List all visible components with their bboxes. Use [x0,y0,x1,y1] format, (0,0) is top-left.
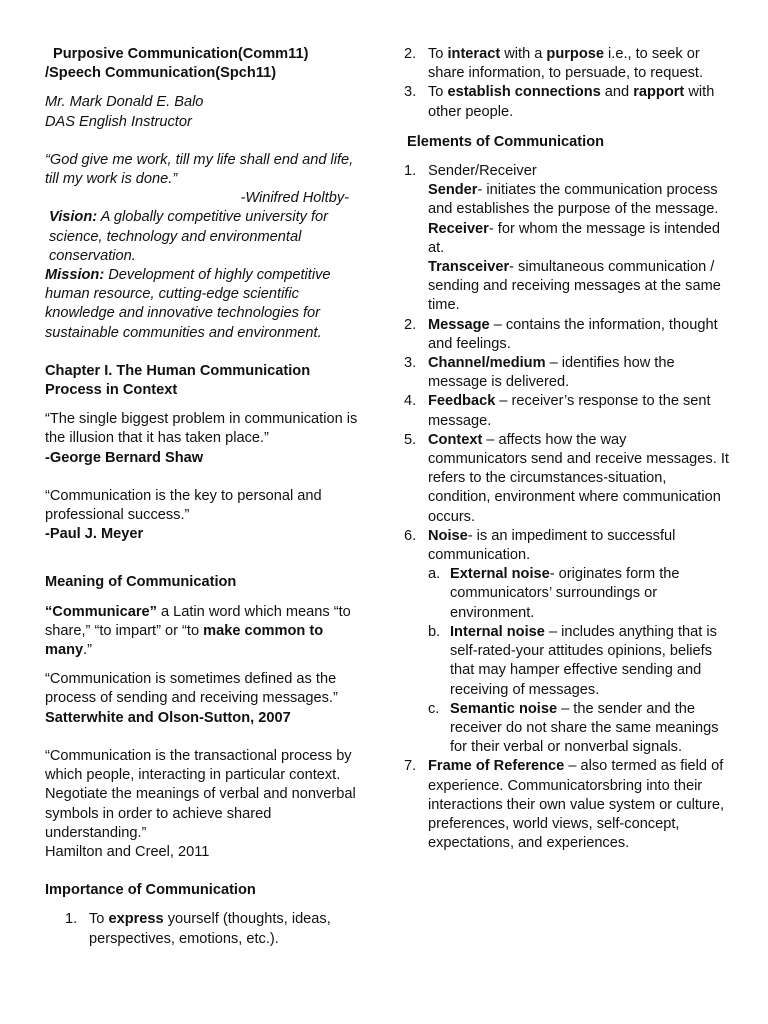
noise-type-item [428,623,729,700]
noise-text: - originates form the communicators’ surroundings or environment. [450,566,680,621]
communicare-bold: make common to many [45,622,324,659]
element-text: - is an impediment to successful communication. [428,527,676,564]
instructor-role: DAS English Instructor [45,113,192,130]
list-letter: a. [428,566,441,583]
item-bold: rapport [633,84,685,101]
noise-type-item [428,700,729,758]
transceiver-text: - simultaneous communication / sending and receiving messages at the same time. [428,259,721,314]
mission-text: Development of highly competitive human resource, cutting-edge scientific knowledge and innovative technologies for sustainable communities and environment. [45,267,331,341]
mission-statement [45,266,370,343]
element-item-frame-of-reference [384,757,729,853]
vision-label: Vision: [49,209,98,226]
list-number: 1. [65,911,78,928]
communicare-word: “Communicare” [45,603,157,620]
item-text: and [600,84,634,101]
list-number: 3. [404,355,417,372]
noise-text: – the sender and the receiver do not share the same meanings for their verbal or nonverbal signals. [450,700,719,756]
receiver-definition [428,220,729,258]
communicare-text: a Latin word which means “to share,” “to impart” or “to [45,603,351,639]
item-bold: establish connections [447,84,601,101]
item-bold: express [108,911,164,928]
element-title: Sender/Receiver [428,163,537,180]
shaw-quote: “The single biggest problem in communication is the illusion that it has taken place.” [45,411,358,447]
list-letter: b. [428,623,441,640]
right-column [404,0,729,853]
list-number: 6. [404,527,417,544]
item-text: yourself (thoughts, ideas, perspectives, emotions, etc.). [89,911,331,947]
element-item [384,316,729,354]
mission-label: Mission: [45,267,105,284]
left-column [45,0,370,949]
list-number: 2. [404,316,417,333]
noise-label: Semantic noise [450,700,558,717]
element-text: – receiver’s response to the sent message. [428,393,711,429]
element-text: – affects how the way communicators send and receive messages. It refers to the circumstances-situation, condition, environment where communication occurs. [428,431,729,525]
importance-item [384,83,729,121]
holtby-quote: “God give me work, till my life shall end and life, till my work is done.” [45,151,354,188]
noise-type-item [428,565,729,623]
shaw-author: -George Bernard Shaw [45,449,204,466]
receiver-label: Receiver [428,220,489,237]
list-number: 7. [404,758,417,775]
noise-label: Internal noise [450,623,545,640]
importance-item [384,45,729,83]
transceiver-definition [428,258,729,316]
list-number: 1. [404,163,417,180]
item-text: with a [500,46,547,62]
item-text: To [428,46,448,62]
element-item [384,354,729,392]
list-number: 3. [404,84,417,101]
element-label: Noise [428,527,468,544]
definition-1: “Communication is sometimes defined as the process of sending and receiving messages.” [45,671,338,707]
holtby-author: -Winifred Holtby- [240,190,349,207]
definition-2: “Communication is the transactional process by which people, interacting in particular context. Negotiate the meanings of verbal and nonverbal symbols in order to achieve shared understanding.” [45,747,356,841]
element-item-noise [384,527,729,757]
element-label: Context [428,431,483,448]
course-title [45,45,370,64]
communicare-definition [45,603,370,661]
noise-text: – includes anything that is self-rated-your attitudes opinions, beliefs that may hamper effective sending and receiving of messages. [450,623,717,698]
element-item [384,431,729,527]
list-number: 4. [404,393,417,410]
meyer-quote: “Communication is the key to personal and professional success.” [45,487,322,524]
element-text: – contains the information, thought and feelings. [428,316,718,352]
item-text: with other people. [428,84,715,120]
importance-heading: Importance of Communication [45,882,256,899]
course-title-line1: Purposive Communication(Comm11) [53,46,309,62]
element-text: – identifies how the message is delivered. [428,355,675,391]
elements-heading: Elements of Communication [407,133,605,150]
definition-1-source: Satterwhite and Olson-Sutton, 2007 [45,709,291,726]
item-bold: interact [447,46,501,62]
definition-2-source: Hamilton and Creel, 2011 [45,843,210,860]
list-number: 2. [404,46,417,62]
item-text: To [89,911,109,928]
noise-label: External noise [450,566,550,583]
communicare-end: .” [83,642,93,659]
importance-list [45,910,370,948]
sender-definition [428,181,729,219]
transceiver-label: Transceiver [428,259,510,276]
vision-statement [45,208,370,266]
instructor-name: Mr. Mark Donald E. Balo [45,94,204,111]
chapter-title: Chapter I. The Human Communication Process in Context [45,362,311,399]
course-title-line2: /Speech Communication(Spch11) [45,65,277,82]
element-item-sender-receiver [384,162,729,316]
element-label: Feedback [428,393,496,410]
meyer-author: -Paul J. Meyer [45,526,144,543]
element-label: Frame of Reference [428,758,565,775]
item-text: To [428,84,448,101]
sender-text: - initiates the communication process and establishes the purpose of the message. [428,182,719,218]
list-letter: c. [428,700,440,717]
noise-types-list [428,565,729,757]
vision-text: A globally competitive university for science, technology and environmental conservation. [49,209,329,264]
sender-label: Sender [428,182,478,199]
elements-list [384,162,729,853]
element-label: Message [428,316,490,333]
list-number: 5. [404,431,417,448]
receiver-text: - for whom the message is intended at. [428,220,721,256]
item-bold: purpose [546,46,604,62]
meaning-heading: Meaning of Communication [45,574,237,591]
importance-item [45,910,370,948]
item-text: i.e., to seek or share information, to persuade, to request. [428,46,704,82]
element-text: – also termed as field of experience. Communicatorsbring into their interactions their own value system or culture, preferences, world views, self-concept, expectations, and experiences. [428,758,725,852]
element-label: Channel/medium [428,355,546,372]
importance-list-continued [404,45,729,122]
element-item [384,392,729,430]
